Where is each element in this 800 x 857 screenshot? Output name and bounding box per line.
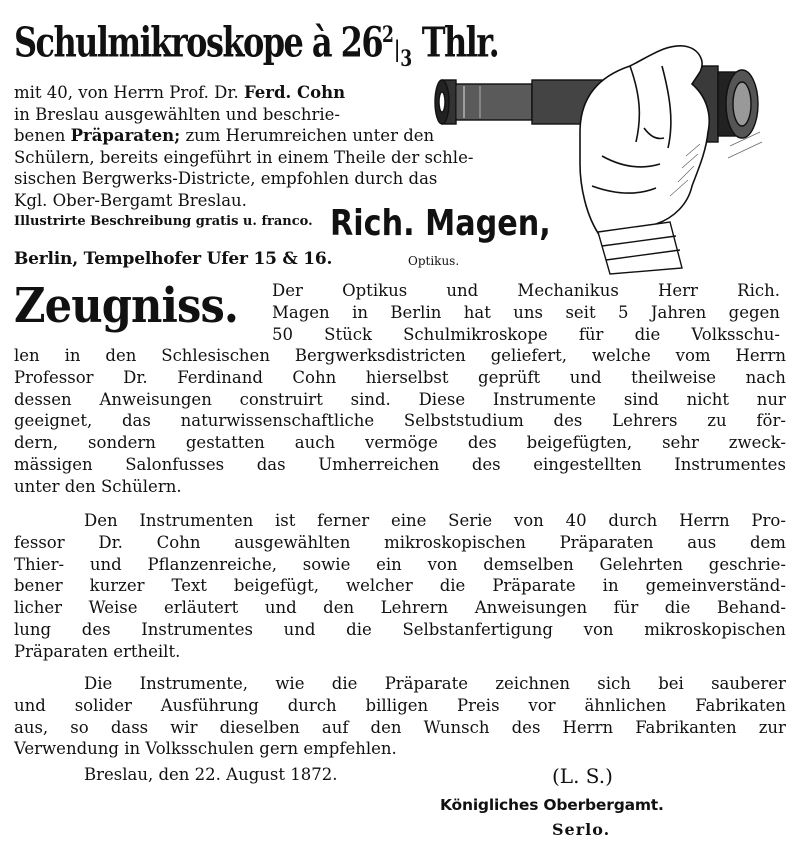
title-fraction-denominator: 3 — [400, 45, 413, 72]
paragraph-line: und solider Ausführung durch billigen Preis vor ähnlichen Fabrikaten — [14, 695, 786, 715]
paragraph-line: Thier- und Pflanzenreiche, sowie ein von demselben Gelehrten geschrie- — [14, 554, 786, 574]
title-fraction-numerator: 2 — [382, 22, 394, 48]
lead-word: hat — [463, 302, 491, 322]
title-unit: Thlr. — [412, 18, 499, 67]
lead-word: Stück — [324, 324, 372, 344]
paragraph-line: dern, sondern gestatten auch vermöge des beigefügten, sehr zweck- — [14, 433, 786, 453]
intro-text-segment: benen — [14, 126, 71, 145]
testimonial-lead — [272, 280, 780, 345]
paragraph-line: aus, so dass wir dieselben auf den Wunsch des Herrn Fabrikanten zur — [14, 717, 786, 737]
lead-word: Optikus — [342, 281, 408, 300]
paragraph-line: len in den Schlesischen Bergwerksdistricten geliefert, welche vom Herrn — [14, 346, 786, 365]
intro-text-segment: mit 40, von Herrn Prof. Dr. — [14, 83, 244, 102]
lead-word: 50 — [272, 324, 293, 344]
lead-word: gegen — [728, 302, 780, 322]
paragraph-line: bener kurzer Text beigefügt, welcher die Präparate in gemeinverständ- — [14, 576, 786, 596]
testimonial-paragraph-2 — [14, 510, 786, 663]
paragraph-line: dessen Anweisungen construirt sind. Diese Instrumente sind nicht nur — [14, 389, 786, 409]
paragraph-line: Professor Dr. Ferdinand Cohn hierselbst geprüft und theilweise nach — [14, 367, 786, 387]
lead-word: die — [634, 324, 661, 344]
lead-word: Herr — [658, 281, 698, 300]
lead-word: Rich. — [737, 281, 780, 300]
lead-word: Berlin — [390, 302, 442, 322]
paragraph-line: Den Instrumenten ist ferner eine Serie von 40 durch Herrn Pro- — [84, 511, 786, 530]
seal-mark: (L. S.) — [552, 764, 613, 788]
testimonial-heading: Zeugniss. — [14, 278, 239, 334]
intro-line: Schülern, bereits eingeführt in einem Theile der schle- — [14, 147, 474, 167]
hand — [580, 46, 709, 236]
paragraph-line: unter den Schülern. — [14, 476, 182, 496]
lead-word: Volksschu- — [691, 324, 780, 344]
paragraph-line: licher Weise erläutert und den Lehrern Anweisungen für die Behand- — [14, 598, 786, 618]
intro-text-segment: zum Herumreichen unter den — [180, 126, 435, 145]
lead-word: Jahren — [650, 302, 707, 322]
lead-word: für — [578, 324, 604, 344]
ad-title — [14, 10, 498, 84]
lead-word: uns — [513, 302, 544, 322]
title-main: Schulmikroskope à 26 — [14, 18, 383, 67]
title-fraction-bar: | — [393, 36, 401, 63]
intro-line: Kgl. Ober-Bergamt Breslau. — [14, 190, 247, 210]
signatory: Serlo. — [552, 820, 611, 839]
paragraph-line: lung des Instrumentes und die Selbstanfertigung von mikroskopischen — [14, 619, 786, 639]
lead-word: Der — [272, 281, 303, 300]
paragraph-line: Die Instrumente, wie die Präparate zeichnen sich bei sauberer — [84, 674, 786, 693]
intro-line: in Breslau ausgewählten und beschrie- — [14, 104, 340, 124]
dateline: Breslau, den 22. August 1872. — [84, 765, 338, 784]
company-profession: Optikus. — [408, 254, 460, 268]
lead-word: 5 — [617, 302, 629, 322]
lead-word: Magen — [272, 302, 330, 322]
paragraph-line: fessor Dr. Cohn ausgewählten mikroskopischen Präparaten aus dem — [14, 532, 786, 552]
paragraph-line: Verwendung in Volksschulen gern empfehlen. — [14, 739, 397, 759]
lead-word: und — [446, 281, 479, 300]
intro-line: sischen Bergwerks-Districte, empfohlen durch das — [14, 169, 438, 188]
sleeve-cuff — [598, 222, 682, 274]
paragraph-line: geeignet, das naturwissenschaftliche Selbststudium des Lehrers zu för- — [14, 411, 786, 431]
praeparaten-word: Präparaten; — [70, 126, 181, 145]
cohn-name: Ferd. Cohn — [243, 83, 346, 102]
paragraph-line: mässigen Salonfusses das Umherreichen des eingestellten Instrumentes — [14, 454, 786, 474]
lead-word: in — [352, 302, 368, 322]
company-name: Rich. Magen, — [330, 203, 551, 244]
issuing-authority: Königliches Oberbergamt. — [440, 796, 664, 814]
paragraph-line: Präparaten ertheilt. — [14, 641, 181, 661]
lead-line — [272, 324, 780, 346]
lead-word: seit — [565, 302, 596, 322]
lead-word: Mechanikus — [517, 281, 619, 300]
testimonial-paragraph-1 — [14, 345, 786, 498]
company-address: Berlin, Tempelhofer Ufer 15 & 16. — [14, 249, 333, 269]
lead-line — [272, 280, 780, 302]
testimonial-paragraph-3 — [14, 673, 786, 760]
brochure-note: Illustrirte Beschreibung gratis u. franco. — [14, 214, 313, 229]
lead-line — [272, 302, 780, 324]
lead-word: Schulmikroskope — [403, 324, 548, 344]
